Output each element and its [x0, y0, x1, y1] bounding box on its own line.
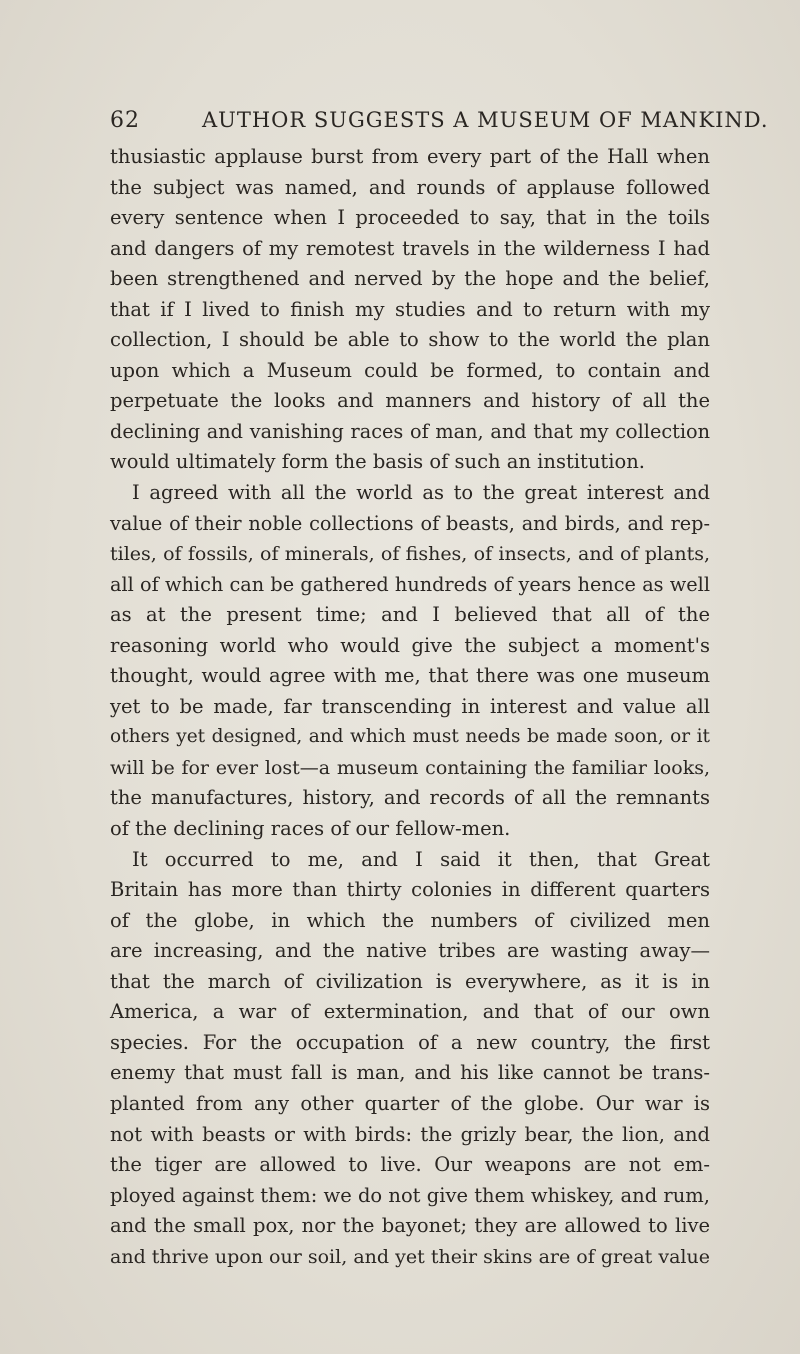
- text-line: species. For the occupation of a new country, the first: [110, 1030, 710, 1054]
- text-line: perpetuate the looks and manners and history of all the: [110, 389, 710, 413]
- text-line: been strengthened and nerved by the hope and the belief,: [110, 267, 710, 291]
- text-line: and the small pox, nor the bayonet; they are allowed to live: [110, 1214, 710, 1238]
- text-line: value of their noble collections of beasts, and birds, and rep-: [110, 511, 710, 535]
- text-line: Britain has more than thirty colonies in different quarters: [110, 878, 710, 902]
- text-line: not with beasts or with birds: the grizly bear, the lion, and: [110, 1122, 710, 1146]
- text-line: thusiastic applause burst from every part of the Hall when: [110, 145, 710, 168]
- text-line: tiles, of fossils, of minerals, of fishes, of insects, and of plants,: [110, 543, 710, 566]
- text-line: yet to be made, far transcending in interest and value all: [110, 694, 710, 718]
- text-line: thought, would agree with me, that there was one museum: [110, 664, 710, 688]
- text-line: that if I lived to finish my studies and to return with my: [110, 297, 710, 321]
- text-line: collection, I should be able to show to the world the plan: [110, 328, 710, 352]
- text-line: all of which can be gathered hundreds of years hence as well: [110, 572, 710, 596]
- page-number: 62: [110, 108, 140, 133]
- text-line: every sentence when I proceeded to say, that in the toils: [110, 206, 710, 230]
- text-line: enemy that must fall is man, and his like cannot be trans-: [110, 1061, 710, 1085]
- text-line: of the globe, in which the numbers of civilized men: [110, 908, 710, 932]
- text-line: are increasing, and the native tribes are wasting away—: [110, 939, 710, 963]
- text-line: planted from any other quarter of the globe. Our war is: [110, 1091, 710, 1115]
- text-line: the manufactures, history, and records of all the remnants: [110, 786, 710, 810]
- text-line: and thrive upon our soil, and yet their skins are of great value: [110, 1245, 710, 1268]
- body-text: [110, 142, 710, 1272]
- text-line: America, a war of extermination, and that of our own: [110, 1000, 710, 1024]
- text-line: reasoning world who would give the subject a moment's: [110, 633, 710, 657]
- text-line: the subject was named, and rounds of applause followed: [110, 175, 710, 199]
- text-line: that the march of civilization is everywhere, as it is in: [110, 969, 710, 993]
- text-line: ployed against them: we do not give them whiskey, and rum,: [110, 1183, 710, 1207]
- text-line: others yet designed, and which must needs be made soon, or it: [110, 726, 710, 748]
- text-line: will be for ever lost—a museum containing the familiar looks,: [110, 756, 710, 779]
- running-title: AUTHOR SUGGESTS A MUSEUM OF MANKIND.: [202, 108, 769, 132]
- running-header: [110, 108, 769, 133]
- text-line: upon which a Museum could be formed, to contain and: [110, 358, 710, 382]
- text-line: as at the present time; and I believed that all of the: [110, 603, 710, 627]
- text-line: I agreed with all the world as to the great interest and: [132, 481, 710, 505]
- text-line: and dangers of my remotest travels in the wilderness I had: [110, 236, 710, 260]
- text-line: declining and vanishing races of man, and that my collection: [110, 419, 710, 443]
- text-line: the tiger are allowed to live. Our weapons are not em-: [110, 1153, 710, 1177]
- text-line: of the declining races of our fellow-men.: [110, 817, 511, 841]
- text-line: would ultimately form the basis of such an institution.: [110, 450, 646, 474]
- text-line: It occurred to me, and I said it then, that Great: [132, 847, 710, 871]
